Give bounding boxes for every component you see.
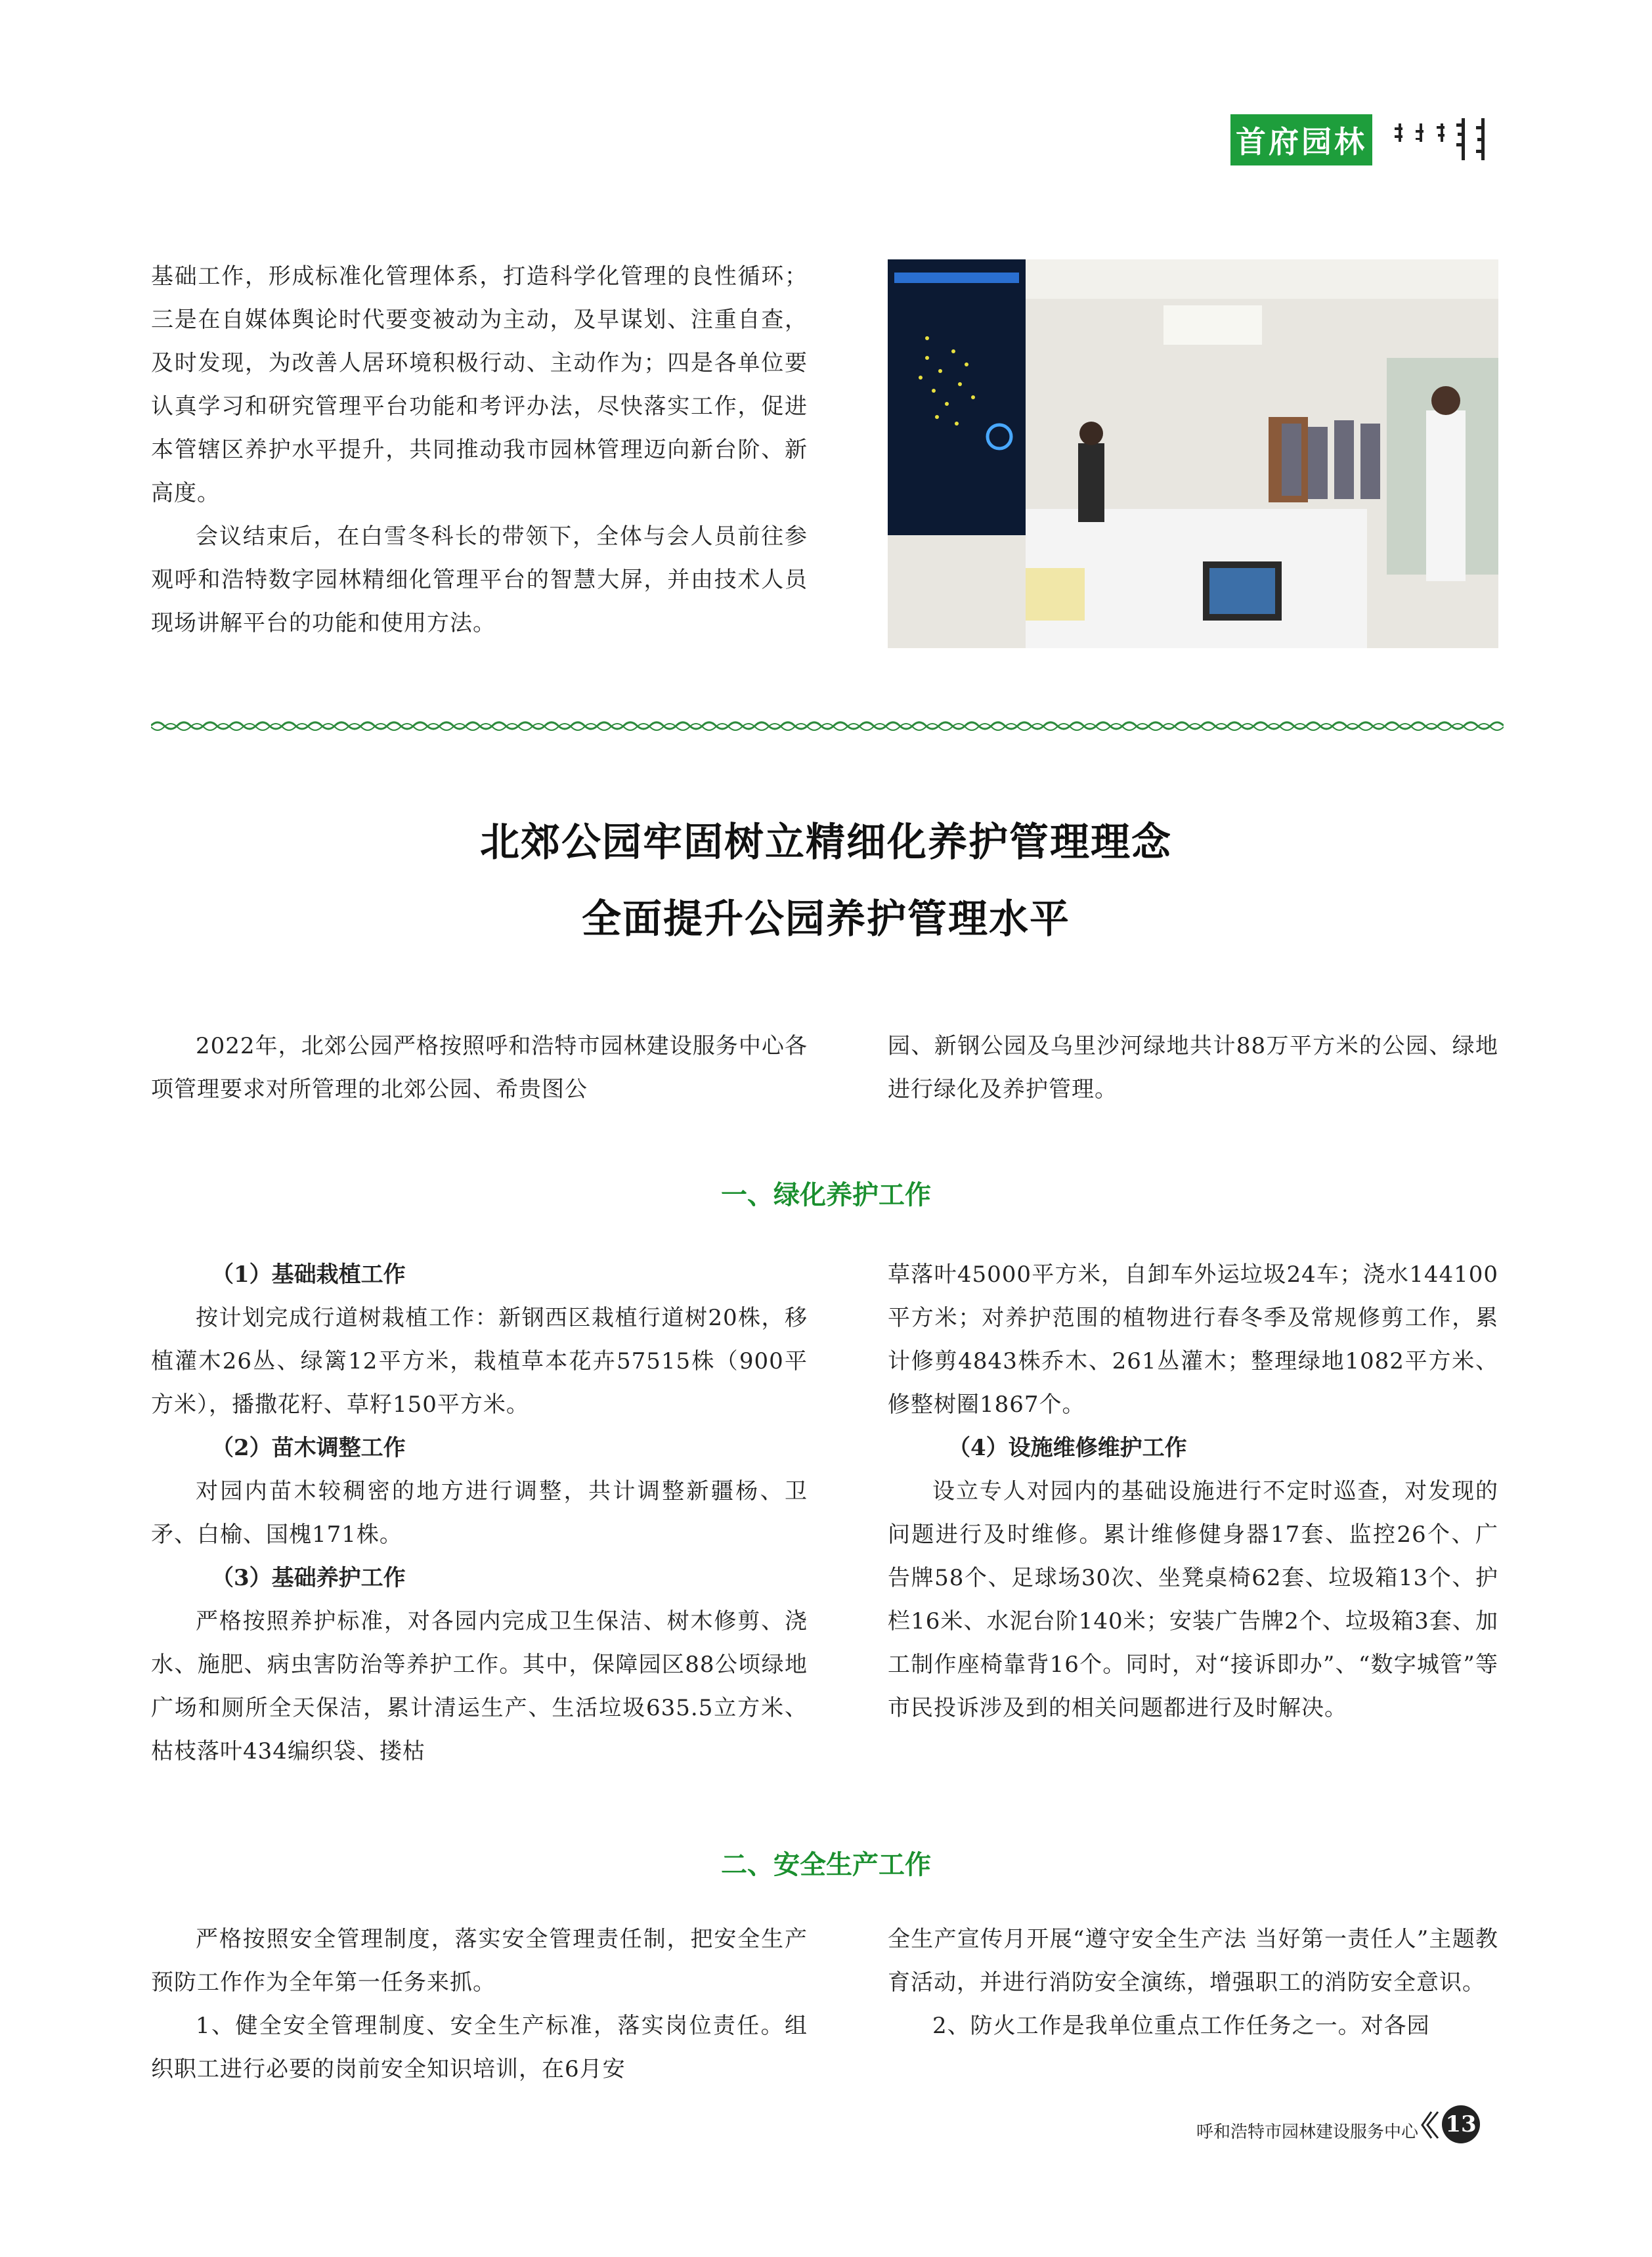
section-1-title: 一、绿化养护工作: [721, 1180, 931, 1210]
section-2-title: 二、安全生产工作: [721, 1850, 931, 1880]
article-intro-left: [151, 1024, 808, 1111]
footer-organization: 呼和浩特市园林建设服务中心: [1196, 2122, 1418, 2142]
page-number: 13: [1442, 2105, 1480, 2143]
article-title-line-1: 北郊公园牢固树立精细化养护管理理念: [480, 820, 1172, 866]
photo-illustration: [888, 259, 1498, 648]
subheading-facility: （4）设施维修维护工作: [948, 1435, 1187, 1461]
paragraph-safety-1: 严格按照安全管理制度，落实安全管理责任制，把安全生产预防工作作为全年第一任务来抓。: [151, 1926, 808, 1996]
paragraph-safety-2: 1、健全安全管理制度、安全生产标准，落实岗位责任。组织职工进行必要的岗前安全知识培训，在6月安: [151, 2013, 808, 2082]
intro-column: [151, 255, 808, 645]
intro-paragraph-2: 会议结束后，在白雪冬科长的带领下，全体与会人员前往参观呼和浩特数字园林精细化管理平台的智慧大屏，并由技术人员现场讲解平台的功能和使用方法。: [151, 523, 808, 636]
paragraph-facility: 设立专人对园内的基础设施进行不定时巡查，对发现的问题进行及时维修。累计维修健身器17套、监控26个、广告牌58个、足球场30次、坐凳桌椅62套、垃圾箱13个、护栏16米、水泥台阶140米；安装广告牌2个、垃圾箱3套、加工制作座椅靠背16个。同时，对“接诉即办”、“数字城管”等市民投诉涉及到的相关问题都进行及时解决。: [888, 1478, 1498, 1721]
mongolian-script-logo: [1385, 113, 1504, 165]
paragraph-fire: 2、防火工作是我单位重点工作任务之一。对各园: [932, 2013, 1430, 2039]
wave-divider: [151, 719, 1504, 732]
section-2-left-column: [151, 1917, 808, 2091]
article-title-line-2: 全面提升公园养护管理水平: [582, 896, 1070, 942]
paragraph-maintenance: 严格按照养护标准，对各园内完成卫生保洁、树木修剪、浇水、施肥、病虫害防治等养护工作。其中，保障园区88公顷绿地广场和厕所全天保洁，累计清运生产、生活垃圾635.5立方米、枯枝落叶434编织袋、搂枯: [151, 1608, 808, 1764]
paragraph-seedling: 对园内苗木较稠密的地方进行调整，共计调整新疆杨、卫矛、白榆、国槐171株。: [151, 1478, 808, 1548]
article-intro-right-text: 园、新钢公园及乌里沙河绿地共计88万平方米的公园、绿地进行绿化及养护管理。: [888, 1033, 1498, 1103]
section-1-right-column: [888, 1253, 1498, 1730]
paragraph-safety-cont: 全生产宣传月开展“遵守安全生产法 当好第一责任人”主题教育活动，并进行消防安全演练，增强职工的消防安全意识。: [888, 1926, 1498, 1996]
magazine-logo: 首府园林: [1230, 114, 1372, 165]
subheading-planting: （1）基础栽植工作: [211, 1261, 406, 1288]
subheading-seedling: （2）苗木调整工作: [211, 1435, 406, 1461]
footer-chevron-icon: [1421, 2111, 1441, 2139]
paragraph-planting: 按计划完成行道树栽植工作：新钢西区栽植行道树20株，移植灌木26丛、绿篱12平方米，栽植草本花卉57515株（900平方米），播撒花籽、草籽150平方米。: [151, 1305, 808, 1418]
article-intro-right: [888, 1024, 1498, 1111]
paragraph-maintenance-cont: 草落叶45000平方米，自卸车外运垃圾24车；浇水144100平方米；对养护范围的植物进行春冬季及常规修剪工作，累计修剪4843株乔木、261丛灌木；整理绿地1082平方米、修整树圈1867个。: [888, 1261, 1498, 1418]
section-2-right-column: [888, 1917, 1498, 2048]
section-1-left-column: [151, 1253, 808, 1773]
intro-paragraph-1: 基础工作，形成标准化管理体系，打造科学化管理的良性循环；三是在自媒体舆论时代要变被动为主动，及早谋划、注重自查，及时发现，为改善人居环境积极行动、主动作为；四是各单位要认真学习和研究管理平台功能和考评办法，尽快落实工作，促进本管辖区养护水平提升，共同推动我市园林管理迈向新台阶、新高度。: [151, 263, 808, 506]
smart-screen-visit-photo: [888, 259, 1498, 648]
article-intro-left-text: 2022年，北郊公园严格按照呼和浩特市园林建设服务中心各项管理要求对所管理的北郊公园、希贵图公: [151, 1033, 808, 1103]
subheading-maintenance: （3）基础养护工作: [211, 1565, 406, 1591]
